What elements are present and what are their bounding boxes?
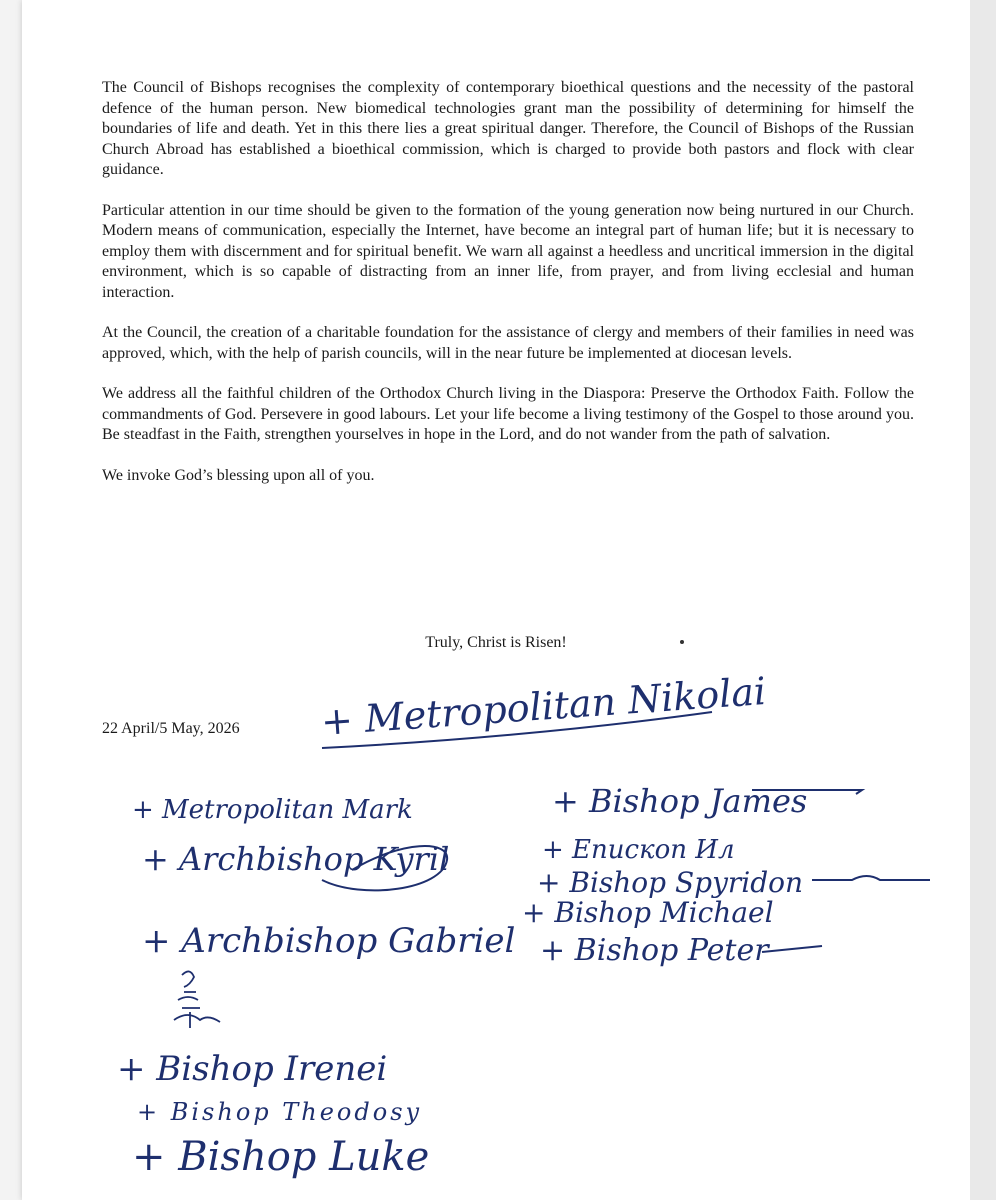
signature-bishop-luke-text: + Bishop Luke [132,1134,430,1180]
signature-metropolitan-mark [132,795,413,825]
signature-archbishop-gabriel-text: + Archbishop Gabriel [142,921,516,961]
monogram-mark [174,971,220,1028]
signature-archbishop-kyril [142,840,449,890]
paragraph-youth: Particular attention in our time should be given to the formation of the young generation now being nurtured in our Church. Modern means of communication, especially the Internet, have become an integral part of human life; but it is necessary to employ them with discernment and for spiritual benefit. We warn all against a heedless and uncritical immersion in the digital environment, which is so capable of distracting from an inner life, from prayer, and from living ecclesial and human interaction. [102,201,914,301]
signature-block [22,0,970,1200]
signature-bishop-theodosy-text: + Bishop Theodosy [137,1098,423,1126]
signature-metropolitan-nicholas [320,669,768,748]
signature-metropolitan-mark-text: + Metropolitan Mark [132,795,413,825]
signature-bishop-peter-text: + Bishop Peter [540,933,769,968]
paragraph-blessing: We invoke God’s blessing upon all of you. [102,466,375,484]
signature-bishop-james [552,782,862,820]
signature-bishop-second-text: + Епископ Ил [542,835,735,865]
letter-date: 22 April/5 May, 2026 [102,720,240,737]
signature-bishop-irenei [117,1049,387,1089]
signature-bishop-spyridon-text: + Bishop Spyridon [537,866,804,899]
signature-bishop-spyridon [537,866,930,899]
signature-bishop-second [542,835,735,865]
letter-page [22,0,970,1200]
closing-greeting: Truly, Christ is Risen! [425,634,567,651]
paragraph-charity: At the Council, the creation of a charitable foundation for the assistance of clergy and members of their families in need was approved, which, with the help of parish councils, will in the near future be implemented at diocesan levels. [102,324,914,362]
signature-archbishop-gabriel [142,921,515,961]
signature-bishop-irenei-text: + Bishop Irenei [117,1049,388,1089]
signature-bishop-theodosy [137,1098,422,1126]
paragraph-address: We address all the faithful children of the Orthodox Church living in the Diaspora: Preserve the Orthodox Faith. Follow the commandments of God. Persevere in good labours. Let your life become a living testimony of the Gospel to those around you. Be steadfast in the Faith, strengthen yourselves in hope in the Lord, and do not wander from the path of salvation. [102,385,914,443]
signature-bishop-michael [522,896,774,929]
signature-bishop-james-text: + Bishop James [552,782,808,820]
signature-bishop-michael-text: + Bishop Michael [522,896,774,929]
signature-metropolitan-nicholas-text: + Metropolitan Nikolai [319,668,768,744]
signature-bishop-luke [132,1134,429,1180]
signature-bishop-peter [540,933,822,968]
paragraph-bioethics: The Council of Bishops recognises the complexity of contemporary bioethical questions and the necessity of the pastoral defence of the human person. New biomedical technologies grant man the possibility of determining for himself the boundaries of life and death. Yet in this there lies a great spiritual danger. Therefore, the Council of Bishops of the Russian Church Abroad has established a bioethical commission, which is charged to provide both pastors and flock with clear guidance. [102,79,914,178]
signature-archbishop-kyril-text: + Archbishop Kyril [142,840,450,878]
page-edge [970,0,996,1200]
